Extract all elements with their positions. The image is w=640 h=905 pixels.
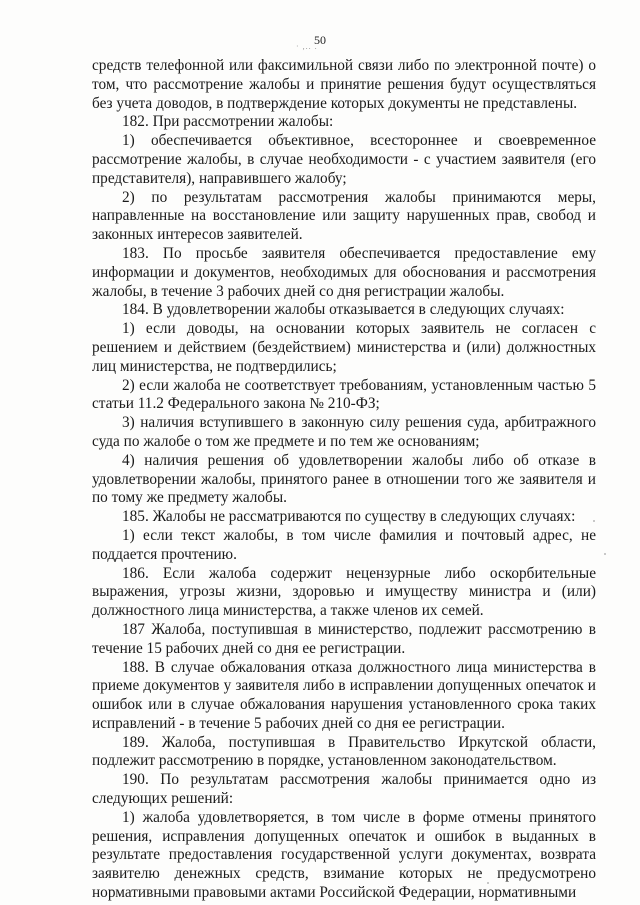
paragraph-185: 185. Жалобы не рассматриваются по существу в следующих случаях: bbox=[122, 508, 576, 526]
scan-artifact: · ,.. . bbox=[296, 42, 318, 51]
scan-dot bbox=[487, 882, 489, 884]
paragraph-182-item-2: 2) по результатам рассмотрения жалобы принимаются меры, направленные на восстановление или защиту нарушенных прав, свобод и законных интересов заявителей. bbox=[92, 188, 596, 244]
paragraph-184-item-1: 1) если доводы, на основании которых заявитель не согласен с решением и действием (бездействием) министерства и (или) должностных лиц министерства, не подтвердились; bbox=[92, 320, 596, 375]
paragraph-184-item-2: 2) если жалоба не соответствует требованиям, установленным частью 5 статьи 11.2 Федерального закона № 210-ФЗ; bbox=[92, 376, 596, 413]
paragraph-184: 184. В удовлетворении жалобы отказывается в следующих случаях: bbox=[122, 301, 565, 319]
paragraph-190: 190. По результатам рассмотрения жалобы принимается одно из следующих решений: bbox=[92, 771, 596, 808]
paragraph-189: 189. Жалоба, поступившая в Правительство Иркутской области, подлежит рассмотрению в порядке, установленном законодательством. bbox=[92, 733, 596, 770]
paragraph-182-item-1: 1) обеспечивается объективное, всестороннее и своевременное рассмотрение жалобы, в случае необходимости - с участием заявителя (его представителя), направившего жалобу; bbox=[92, 132, 596, 187]
paragraph-188: 188. В случае обжалования отказа должностного лица министерства в приеме документов у заявителя либо в исправлении допущенных опечаток и ошибок или в случае обжалования нарушения установленного срока таких исправлений - в течение 5 рабочих дней со дня ее регистрации. bbox=[92, 658, 596, 732]
document-body bbox=[92, 57, 596, 903]
paragraph-continuation: средств телефонной или факсимильной связи либо по электронной почте) о том, что рассмотрение жалобы и принятие решения будут осуществляться без учета доводов, в подтверждение которых документы не представлены. bbox=[92, 57, 596, 112]
page-number: 50 bbox=[314, 33, 326, 47]
paragraph-187: 187 Жалоба, поступившая в министерство, подлежит рассмотрению в течение 15 рабочих дней со дня ее регистрации. bbox=[92, 620, 596, 657]
paragraph-184-item-3: 3) наличия вступившего в законную силу решения суда, арбитражного суда по жалобе о том же предмете и по тем же основаниям; bbox=[92, 414, 596, 450]
paragraph-185-item-1: 1) если текст жалобы, в том числе фамилия и почтовый адрес, не поддается прочтению. bbox=[92, 526, 596, 563]
paragraph-182: 182. При рассмотрении жалобы: bbox=[122, 113, 334, 131]
scan-dot bbox=[604, 553, 606, 555]
scan-dot bbox=[593, 520, 595, 522]
paragraph-184-item-4: 4) наличия решения об удовлетворении жалобы либо об отказе в удовлетворении жалобы, принятого ранее в отношении того же заявителя и по тому же предмету жалобы. bbox=[92, 451, 596, 507]
paragraph-186: 186. Если жалоба содержит нецензурные либо оскорбительные выражения, угрозы жизни, здоровью и имуществу министра и (или) должностного лица министерства, а также членов их семей. bbox=[92, 564, 596, 620]
paragraph-183: 183. По просьбе заявителя обеспечивается предоставление ему информации и документов, необходимых для обоснования и рассмотрения жалобы, в течение 3 рабочих дней со дня регистрации жалобы. bbox=[92, 244, 596, 300]
paragraph-190-item-1: 1) жалоба удовлетворяется, в том числе в форме отмены принятого решения, исправления допущенных опечаток и ошибок в выданных в результате предоставления государственной услуги документах, возврата заявителю денежных средств, взимание которых не предусмотрено нормативными правовыми актами Российской Федерации, нормативными bbox=[92, 808, 596, 902]
